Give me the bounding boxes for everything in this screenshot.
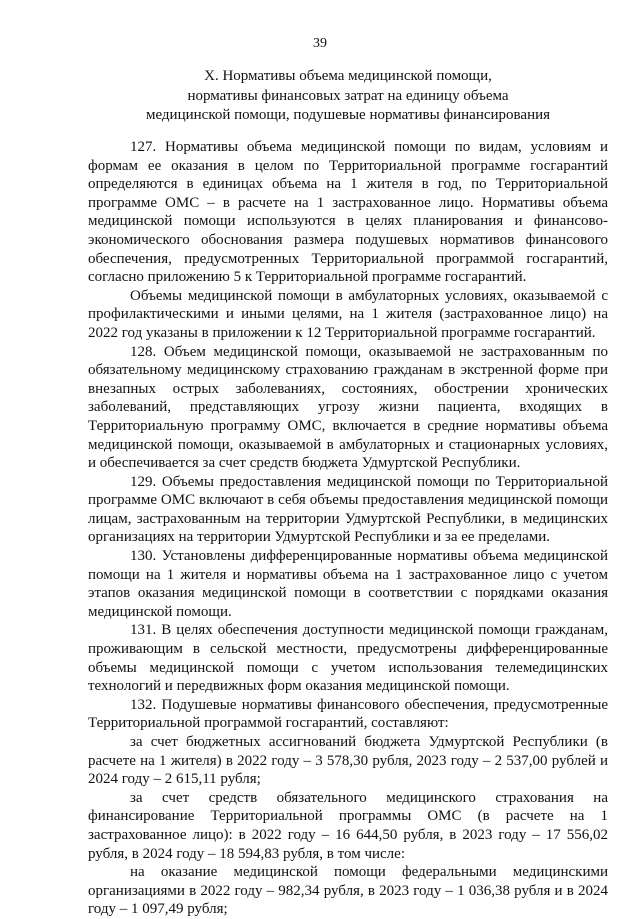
paragraph-132-oms: за счет средств обязательного медицинского страхования на финансирование Территориальной программы ОМС (в расчете на 1 застрахованное лицо): в 2022 году – 16 644,50 рубля, в 2023 году – 17 556,02 рубля, в 2024 году – 18 594,83 рубля, в том числе: <box>88 789 608 862</box>
paragraph-131: 131. В целях обеспечения доступности медицинской помощи гражданам, проживающим в сельской местности, предусмотрены дифференцированные объемы медицинской помощи с учетом использования телемедицинских технологий и передвижных форм оказания медицинской помощи. <box>88 622 608 695</box>
section-title <box>88 67 608 126</box>
paragraph-132: 132. Подушевые нормативы финансового обеспечения, предусмотренные Территориальной программой госгарантий, составляют: <box>88 696 608 732</box>
paragraph-129: 129. Объемы предоставления медицинской помощи по Территориальной программе ОМС включают в себя объемы предоставления медицинской помощи лицам, застрахованным на территории Удмуртской Республики, в медицинских организациях на территории Удмуртской Республики и за ее пределами. <box>88 473 608 546</box>
document-body <box>88 138 608 919</box>
paragraph-132-budget: за счет бюджетных ассигнований бюджета Удмуртской Республики (в расчете на 1 жителя) в 2022 году – 3 578,30 рубля, 2023 году – 2 537,00 рублей и 2024 году – 2 615,11 рубля; <box>88 734 608 788</box>
paragraph-130: 130. Установлены дифференцированные нормативы объема медицинской помощи на 1 жителя и нормативы объема на 1 застрахованное лицо с учетом этапов оказания медицинской помощи в соответствии с порядками оказания медицинской помощи. <box>88 548 608 620</box>
section-title-line-3: медицинской помощи, подушевые нормативы финансирования <box>145 107 551 123</box>
section-title-line-1: X. Нормативы объема медицинской помощи, <box>204 68 492 84</box>
page-number: 39 <box>313 36 327 51</box>
paragraph-127: 127. Нормативы объема медицинской помощи по видам, условиям и формам ее оказания в целом по Территориальной программе госгарантий определяются в единицах объема на 1 жителя в год, по Территориальной программе ОМС – в расчете на 1 застрахованное лицо. Нормативы объема медицинской помощи используются в целях планирования и финансово-экономического обоснования размера подушевых нормативов финансового обеспечения, предусмотренных Территориальной программой госгарантий, согласно приложению 5 к Территориальной программе госгарантий. <box>88 139 608 286</box>
section-title-line-2: нормативы финансовых затрат на единицу объема <box>187 87 509 104</box>
paragraph-127-ambulatory: Объемы медицинской помощи в амбулаторных условиях, оказываемой с профилактическими и иными целями, на 1 жителя (застрахованное лицо) на 2022 год указаны в приложении к 12 Территориальной программе госгарантий. <box>88 287 608 341</box>
paragraph-132-federal: на оказание медицинской помощи федеральными медицинскими организациями в 2022 году – 982,34 рубля, в 2023 году – 1 036,38 рубля и в 2024 году – 1 097,49 рубля; <box>88 864 608 918</box>
paragraph-128: 128. Объем медицинской помощи, оказываемой не застрахованным по обязательному медицинскому страхованию гражданам в экстренной форме при внезапных острых заболеваниях, состояниях, обострении хронических заболеваний, представляющих угрозу жизни пациента, входящих в Территориальную программу ОМС, включается в средние нормативы объема медицинской помощи, оказываемой в амбулаторных и стационарных условиях, и обеспечивается за счет средств бюджета Удмуртской Республики. <box>88 343 608 472</box>
